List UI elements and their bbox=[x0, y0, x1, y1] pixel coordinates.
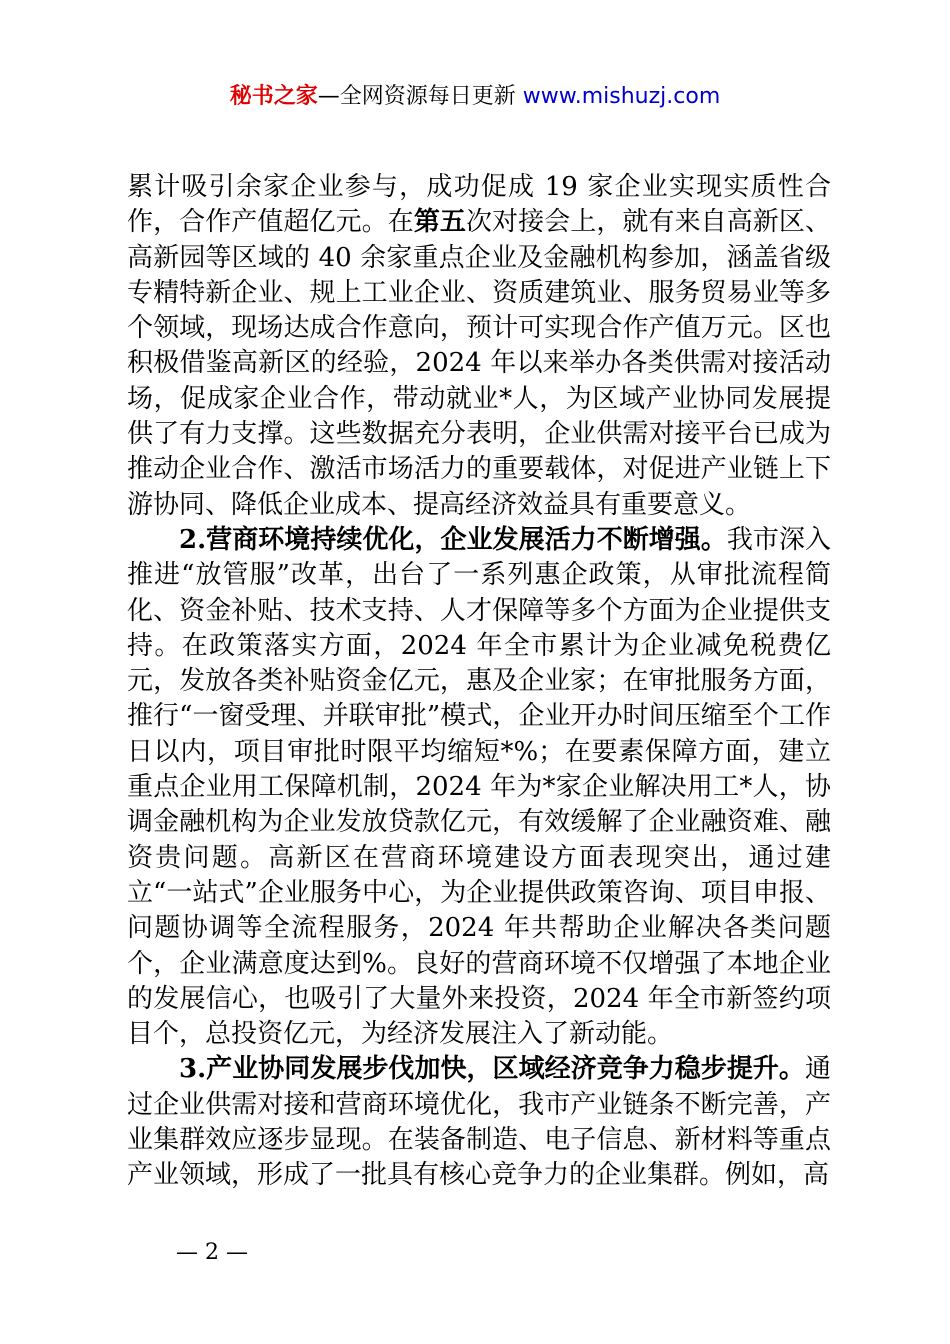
site-header bbox=[0, 82, 950, 112]
paragraph-1 bbox=[127, 170, 831, 523]
site-url-link[interactable]: www.mishuzj.com bbox=[522, 84, 721, 109]
paragraph-3-text: 通过企业供需对接和营商环境优化，我市产业链条不断完善，产业集群效应逐步显现。在装备制造、电子信息、新材料等重点产业领域，形成了一批具有核心竞争力的企业集群。例如，高 bbox=[127, 1054, 831, 1191]
paragraph-1-text-b: 次对接会上，就有来自高新区、高新园等区域的 40 余家重点企业及金融机构参加，涵盖省级专精特新企业、规上工业企业、资质建筑业、服务贸易业等多个领域，现场达成合作意向，预计可实现合作产值万元。区也积极借鉴高新区的经验，2024 年以来举办各类供需对接活动场，促成家企业合作，带动就业*人，为区域产业协同发展提供了有力支撑。这些数据充分表明，企业供需对接平台已成为推动企业合作、激活市场活力的重要载体，对促进产业链上下游协同、降低企业成本、提高经济效益具有重要意义。 bbox=[127, 207, 831, 520]
paragraph-1-text-a: 累计吸引余家企业参与，成功促成 19 家企业实现实质性合作，合作产值超亿元。在 bbox=[127, 172, 831, 238]
document-body bbox=[127, 170, 831, 1194]
section-3-heading: 3.产业协同发展步伐加快，区域经济竞争力稳步提升。 bbox=[179, 1054, 805, 1085]
paragraph-2 bbox=[127, 523, 831, 1052]
paragraph-2-text: 我市深入推进“放管服”改革，出台了一系列惠企政策，从审批流程简化、资金补贴、技术支持、人才保障等多个方面为企业提供支持。在政策落实方面，2024 年全市累计为企业减免税费亿元，发放各类补贴资金亿元，惠及企业家；在审批服务方面，推行“一窗受理、并联审批”模式，企业开办时间压缩至个工作日以内，项目审批时限平均缩短*%；在要素保障方面，建立重点企业用工保障机制，2024 年为*家企业解决用工*人，协调金融机构为企业发放贷款亿元，有效缓解了企业融资难、融资贵问题。高新区在营商环境建设方面表现突出，通过建立“一站式”企业服务中心，为企业提供政策咨询、项目申报、问题协调等全流程服务，2024 年共帮助企业解决各类问题个，企业满意度达到%。良好的营商环境不仅增强了本地企业的发展信心，也吸引了大量外来投资，2024 年全市新签约项目个，总投资亿元，为经济发展注入了新动能。 bbox=[127, 524, 831, 1050]
section-2-heading: 2.营商环境持续优化，企业发展活力不断增强。 bbox=[179, 524, 727, 555]
brand-name: 秘书之家 bbox=[229, 84, 318, 109]
paragraph-1-emphasis: 第五 bbox=[413, 207, 466, 238]
paragraph-3 bbox=[127, 1052, 831, 1193]
header-tagline: —全网资源每日更新 bbox=[317, 84, 523, 109]
page-number: — 2 — bbox=[176, 1240, 248, 1265]
